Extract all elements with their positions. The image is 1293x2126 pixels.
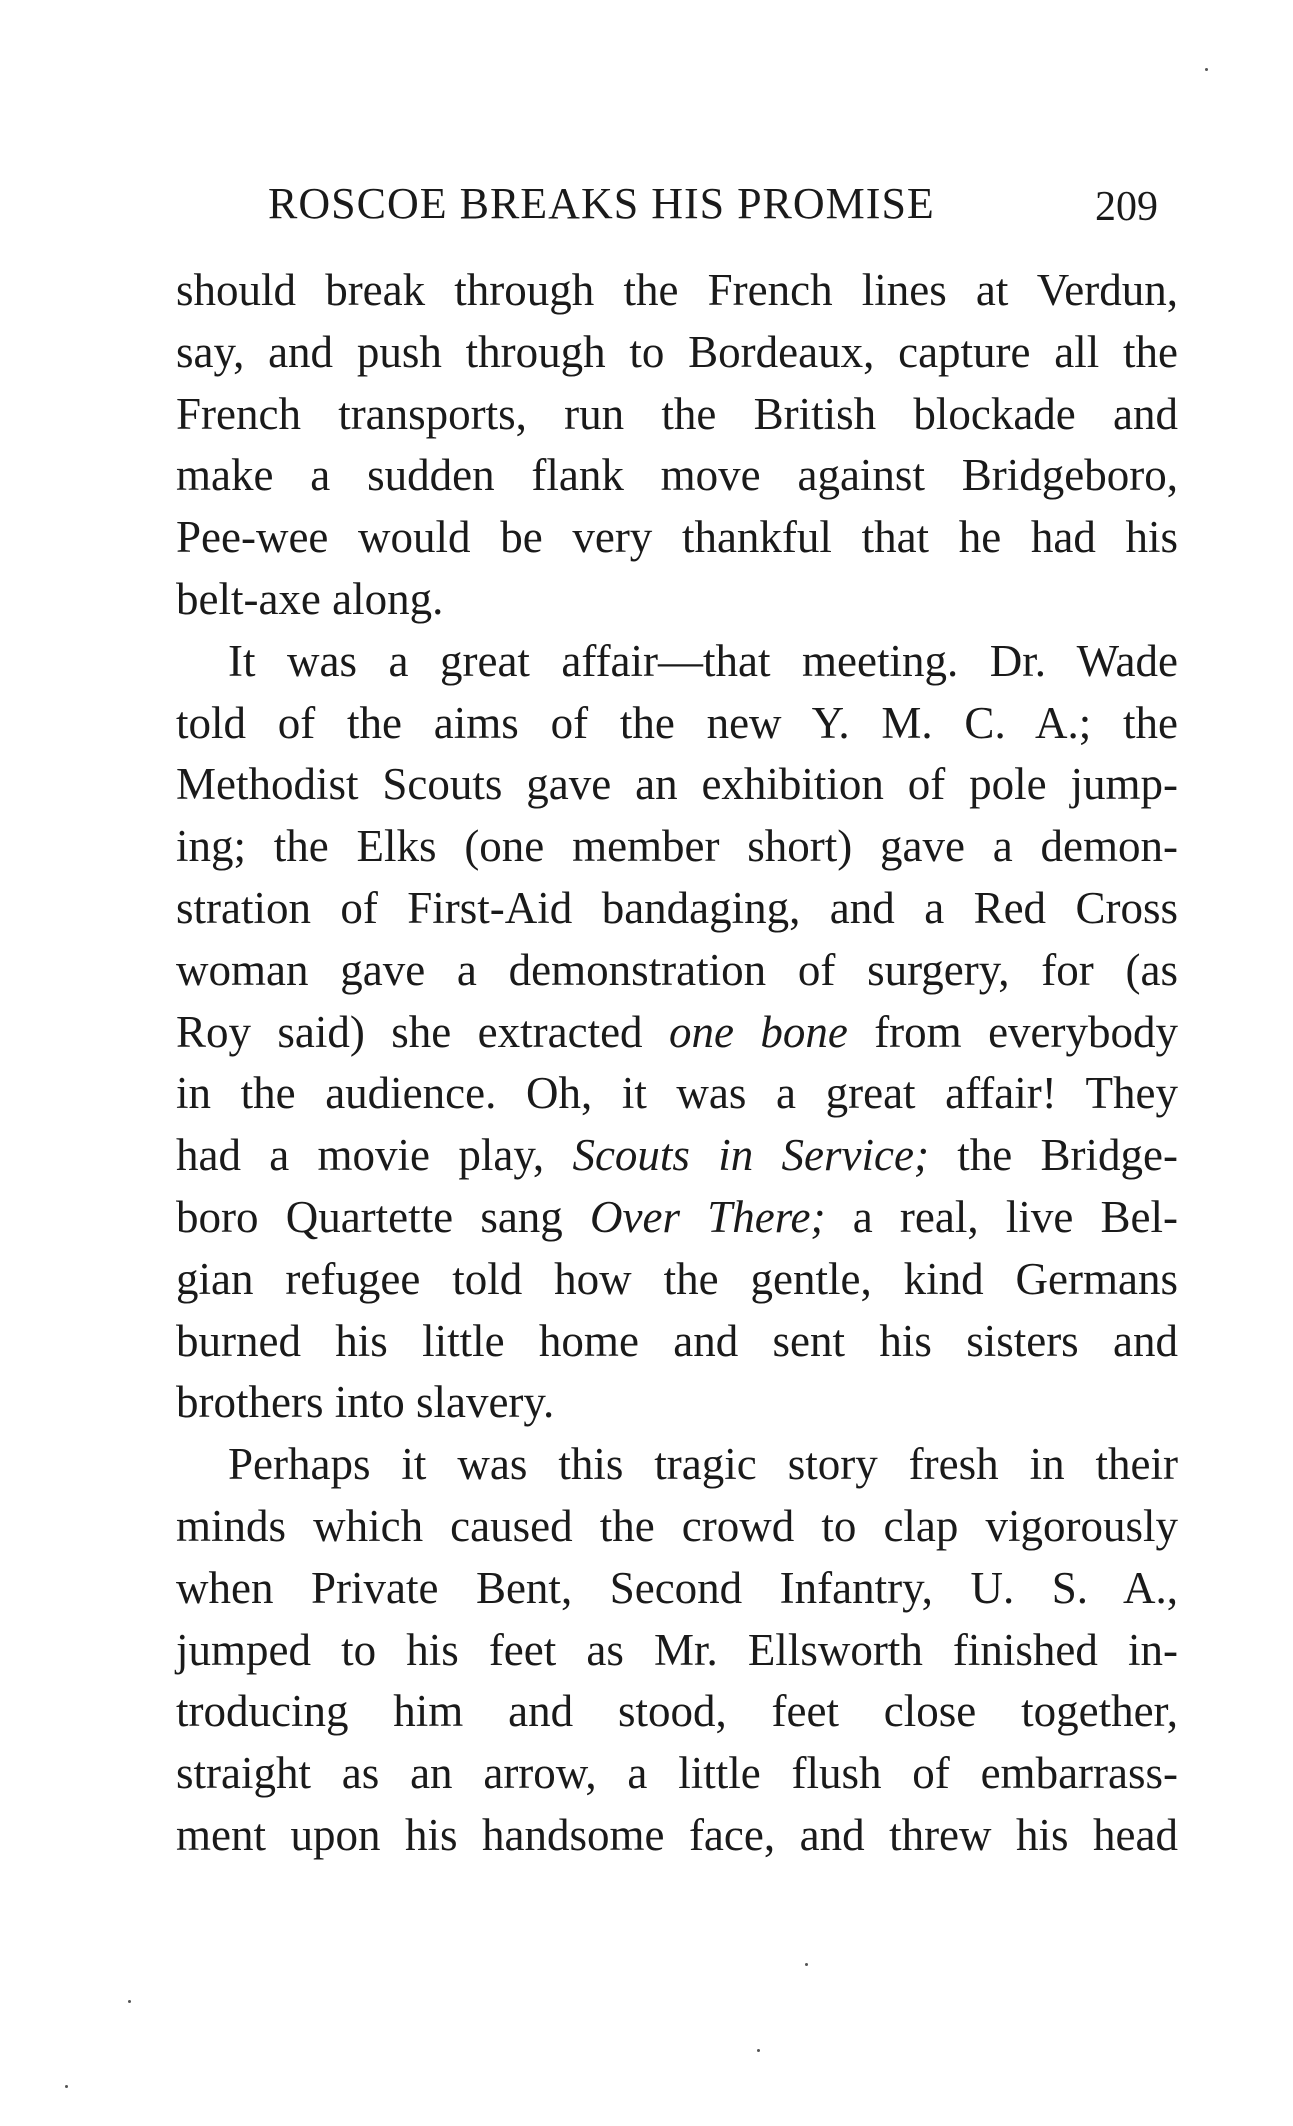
text-line: ing; the Elks (one member short) gave a demon-	[176, 821, 1178, 872]
paragraph-2	[176, 631, 1178, 1434]
text-line: belt-axe along.	[176, 573, 444, 624]
scan-speck	[65, 2085, 68, 2088]
text-line: in the audience. Oh, it was a great affair! They	[176, 1068, 1178, 1119]
scan-speck	[1205, 68, 1208, 71]
paragraph-3	[176, 1434, 1178, 1867]
text-line: straight as an arrow, a little flush of embarrass-	[176, 1748, 1178, 1799]
scan-speck	[128, 2000, 131, 2003]
text-line: jumped to his feet as Mr. Ellsworth finished in-	[176, 1624, 1178, 1675]
text-line: Methodist Scouts gave an exhibition of pole jump-	[176, 759, 1178, 810]
line-text: boro Quartette sang	[176, 1191, 591, 1242]
italic-phrase: one bone	[668, 1006, 848, 1057]
scan-speck	[757, 2049, 760, 2052]
scan-speck	[805, 1963, 808, 1966]
text-line-with-italic	[176, 1002, 1178, 1064]
italic-title: Scouts in Service;	[572, 1130, 929, 1181]
text-line: say, and push through to Bordeaux, capture all the	[176, 326, 1178, 377]
italic-title: Over There;	[590, 1191, 826, 1242]
line-text: had a movie play,	[176, 1130, 573, 1181]
text-line: Perhaps it was this tragic story fresh in their	[228, 1439, 1178, 1490]
text-line: told of the aims of the new Y. M. C. A.; the	[176, 697, 1178, 748]
text-line: Pee-wee would be very thankful that he had his	[176, 512, 1178, 563]
text-line: burned his little home and sent his sisters and	[176, 1315, 1178, 1366]
text-line: troducing him and stood, feet close together,	[176, 1686, 1178, 1737]
line-text: the Bridge-	[928, 1130, 1178, 1181]
text-line: brothers into slavery.	[176, 1377, 555, 1428]
text-line: when Private Bent, Second Infantry, U. S. A.,	[176, 1562, 1178, 1613]
line-text: Roy said) she extracted	[176, 1006, 669, 1057]
text-line: minds which caused the crowd to clap vigorously	[176, 1500, 1178, 1551]
line-text: a real, live Bel-	[825, 1191, 1178, 1242]
page-number: 209	[1095, 184, 1158, 230]
running-title: ROSCOE BREAKS HIS PROMISE	[268, 179, 935, 228]
text-line: should break through the French lines at Verdun,	[176, 265, 1178, 315]
text-line-with-italic	[176, 1125, 1178, 1187]
text-line: gian refugee told how the gentle, kind Germans	[176, 1253, 1178, 1304]
text-line: It was a great affair—that meeting. Dr. Wade	[228, 635, 1178, 686]
text-line: make a sudden flank move against Bridgeboro,	[176, 450, 1178, 501]
text-line: stration of First-Aid bandaging, and a Red Cross	[176, 882, 1178, 933]
text-line: woman gave a demonstration of surgery, for (as	[176, 944, 1178, 995]
body-text	[176, 260, 1178, 1867]
text-line: ment upon his handsome face, and threw his head	[176, 1809, 1178, 1860]
paragraph-1	[176, 260, 1178, 631]
line-text: from everybody	[847, 1006, 1178, 1057]
text-line: French transports, run the British blockade and	[176, 388, 1178, 439]
text-line-with-italic	[176, 1187, 1178, 1249]
